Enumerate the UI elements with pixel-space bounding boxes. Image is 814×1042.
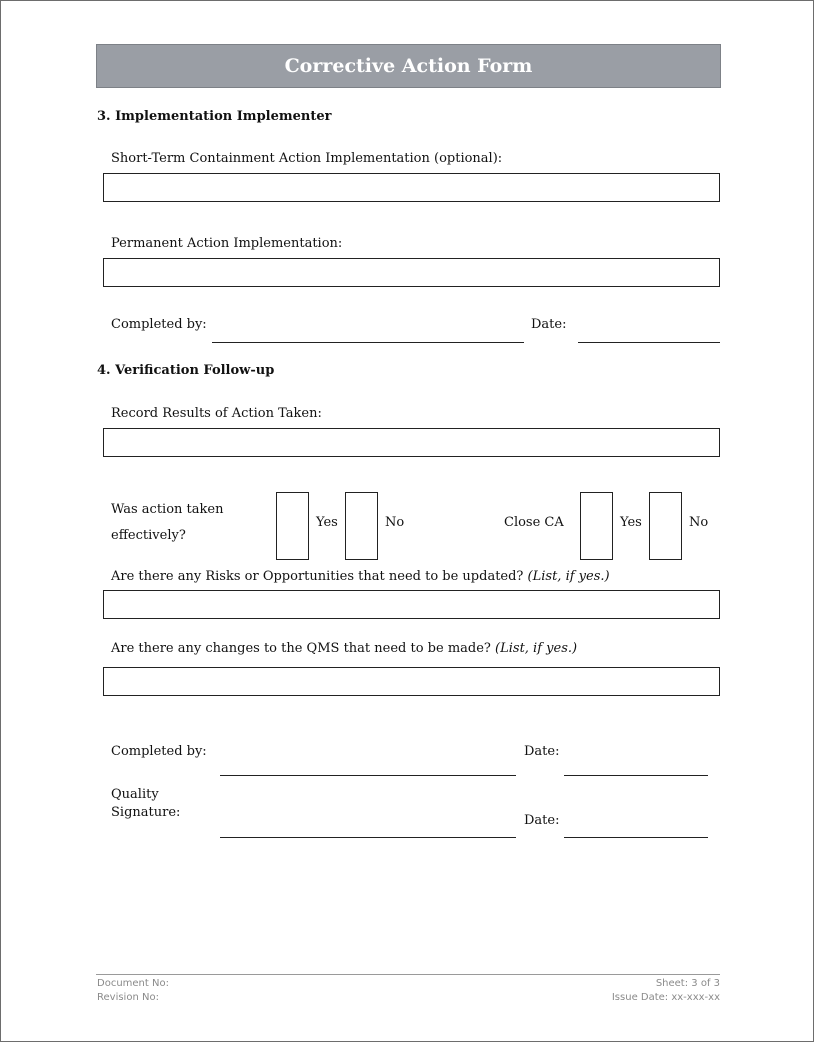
completed-by-label: Completed by: [111, 317, 207, 332]
qms-question [111, 641, 577, 656]
section-4-heading: 4. Verification Follow-up [97, 363, 275, 378]
effective-label-line2: effectively? [111, 528, 186, 543]
qms-field[interactable] [103, 667, 720, 696]
results-label: Record Results of Action Taken: [111, 406, 322, 421]
risks-hint: (List, if yes.) [527, 569, 610, 584]
effective-no-label: No [385, 515, 405, 530]
quality-label-line2: Signature: [111, 805, 181, 820]
effective-yes-checkbox[interactable] [276, 492, 309, 560]
verification-date-label: Date: [524, 744, 560, 759]
footer-divider [96, 974, 720, 975]
verification-completed-by-label: Completed by: [111, 744, 207, 759]
close-ca-yes-label: Yes [620, 515, 642, 530]
close-ca-label: Close CA [504, 515, 564, 530]
verification-date-line[interactable] [564, 775, 708, 776]
qms-label: Are there any changes to the QMS that need to be made? [111, 641, 491, 656]
close-ca-yes-checkbox[interactable] [580, 492, 613, 560]
completed-by-line[interactable] [212, 342, 524, 343]
risks-field[interactable] [103, 590, 720, 619]
quality-date-label: Date: [524, 813, 560, 828]
risks-label: Are there any Risks or Opportunities that need to be updated? [111, 569, 524, 584]
footer-issue-date: Issue Date: xx-xxx-xx [611, 992, 720, 1003]
effective-no-checkbox[interactable] [345, 492, 378, 560]
date-label: Date: [531, 317, 567, 332]
quality-date-line[interactable] [564, 837, 708, 838]
footer-document-no: Document No: [97, 978, 169, 989]
form-title: Corrective Action Form [96, 44, 721, 88]
qms-hint: (List, if yes.) [495, 641, 578, 656]
effective-yes-label: Yes [316, 515, 338, 530]
containment-label: Short-Term Containment Action Implementation (optional): [111, 151, 503, 166]
permanent-field[interactable] [103, 258, 720, 287]
close-ca-no-label: No [689, 515, 709, 530]
footer-revision-no: Revision No: [97, 992, 159, 1003]
footer-sheet: Sheet: 3 of 3 [655, 978, 720, 989]
permanent-label: Permanent Action Implementation: [111, 236, 343, 251]
results-field[interactable] [103, 428, 720, 457]
date-line[interactable] [578, 342, 720, 343]
containment-field[interactable] [103, 173, 720, 202]
quality-signature-line[interactable] [220, 837, 516, 838]
effective-label-line1: Was action taken [111, 502, 224, 517]
risks-question [111, 569, 610, 584]
section-3-heading: 3. Implementation Implementer [97, 109, 332, 124]
quality-label-line1: Quality [111, 787, 159, 802]
close-ca-no-checkbox[interactable] [649, 492, 682, 560]
verification-completed-by-line[interactable] [220, 775, 516, 776]
